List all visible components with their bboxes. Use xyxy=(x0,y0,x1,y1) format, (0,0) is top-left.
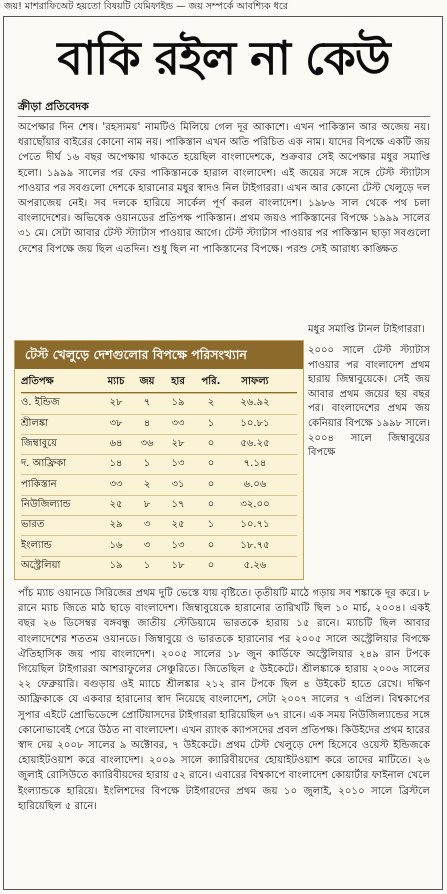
table-cell: ০ xyxy=(207,539,215,551)
table-cell: শ্রীলঙ্কা xyxy=(21,417,49,429)
table-cell: ২৫ xyxy=(109,498,123,510)
table-cell: ৪ xyxy=(143,417,151,429)
col-header-losses: হার xyxy=(171,376,185,388)
table-cell: ২৫ xyxy=(171,519,185,531)
body-paragraph-side: ২০০০ সালে টেস্ট স্ট্যাটাস পাওয়ার পর বাংলাদেশ প্রথম হারায় জিম্বাবুয়েকে। সেই জয় আবার প্রথম জয়ের ছয় বছর পর। বাংলাদেশের প্রথম জয় কেনিয়ার বিপক্ষে ১৯৯৮ সালে। ২০০৪ সালে জিম্বাবুয়ের বিপক্ষে xyxy=(308,345,430,459)
table-row xyxy=(21,556,297,576)
table-cell: ০ xyxy=(207,438,215,450)
table-row xyxy=(21,515,297,535)
table-cell: ভারত xyxy=(21,519,45,531)
table-cell: ১৬ xyxy=(109,539,123,551)
table-cell: ১ xyxy=(207,417,215,429)
byline-divider xyxy=(18,116,430,117)
stats-table-header-row xyxy=(21,373,297,393)
table-cell: ১৮ xyxy=(171,559,185,571)
byline: ক্রীড়া প্রতিবেদক xyxy=(18,100,89,113)
table-cell: ১ xyxy=(143,458,151,470)
table-row xyxy=(21,474,297,494)
body-paragraph-2: মধুর সমাপ্তি টানল টাইগাররা। xyxy=(308,324,425,335)
table-cell: জিম্বাবুয়ে xyxy=(21,438,58,450)
article-headline: বাকি রইল না কেউ xyxy=(57,31,390,85)
table-cell: ৩৩ xyxy=(109,478,123,490)
table-row xyxy=(21,535,297,555)
table-cell: পাকিস্তান xyxy=(21,478,57,490)
table-cell: ৫৬.২৫ xyxy=(240,438,270,450)
table-cell: ৩ xyxy=(143,539,151,551)
table-cell: ০ xyxy=(207,559,215,571)
table-cell: ২ xyxy=(143,478,151,490)
table-cell: ৩১ xyxy=(171,478,185,490)
table-cell: ৩৮ xyxy=(109,417,123,429)
table-cell: ৫.২৬ xyxy=(243,559,267,571)
table-cell: ৩২.০০ xyxy=(240,498,270,510)
table-cell: ২৮ xyxy=(109,397,123,409)
table-row xyxy=(21,414,297,434)
stats-table-grid xyxy=(15,369,303,576)
table-cell: ৬৪ xyxy=(109,438,123,450)
table-cell: ৩৩ xyxy=(171,417,185,429)
previous-article-text-strip: জয়! মাশরাফিঅেট হয়তো বিষয়টি যেমিফাইন্ড — জয় সম্পর্কে আবশ্যিক ধরে xyxy=(4,1,288,12)
table-cell: দ. আফ্রিকা xyxy=(21,458,67,470)
table-cell: ১০.৮১ xyxy=(240,417,270,429)
table-cell: ১ xyxy=(207,519,215,531)
col-header-no-result: পরি. xyxy=(201,376,221,388)
stats-table xyxy=(14,340,304,580)
table-cell: ১ xyxy=(143,559,151,571)
body-paragraph-1: অপেক্ষার দিন শেষ। 'রহস্যময়' নামটিও মিলিয়ে গেল দূর আকাশে। এখন পাকিস্তান আর অজেয় নয়। ধরাছোঁয়ার বাইরের কোনো নাম নয়। পাকিস্তান এখন অতি পরিচিত এক নাম। যাদের বিপক্ষে একটি জয় পেতে দীর্ঘ ১৬ বছর অপেক্ষায় থাকতে হয়েছিল বাংলাদেশকে, শুক্রবার সেই অপেক্ষার মধুর সমাপ্তি হলো। ১৯৯৯ সালের পর ফের পাকিস্তানকে হারাল বাংলাদেশ। এই জয়ের সঙ্গে সঙ্গে টেস্ট স্ট্যাটাস পাওয়ার পর সবগুলো দেশকে হারানোর মধুর স্বাদও নিল টাইগাররা। এখন আর কোনো টেস্ট খেলুড়ে দল অপরাজেয় নেই। সব দলকে হারিয়ে সার্কেল পূর্ণ করল বাংলাদেশ। ১৯৮৬ সাল থেকে পথ চলা বাংলাদেশের। অভিষেক ওয়ানডের প্রতিপক্ষ পাকিস্তান। প্রথম জয়ও পাকিস্তানের বিপক্ষে ১৯৯৯ সালের ৩১ মে। সেটা আবার টেস্ট স্ট্যাটাস পাওয়ার আগে। টেস্ট স্ট্যাটাস পাওয়ার পর পাকিস্তান ছাড়া সবগুলো দেশের বিপক্ষে জয় ছিল এতদিন। শুধু ছিল না পাকিস্তানের বিপক্ষে। পরশু সেই আরাধ্য কাঙ্ক্ষিত xyxy=(18,122,430,255)
table-cell: ১৪ xyxy=(109,458,123,470)
table-cell: ০ xyxy=(207,478,215,490)
table-cell: ৬.০৬ xyxy=(243,478,267,490)
table-cell: ৭.১৪ xyxy=(243,458,267,470)
col-header-matches: ম্যাচ xyxy=(107,376,125,388)
table-cell: ১৭ xyxy=(171,498,185,510)
table-row xyxy=(21,393,297,413)
table-row xyxy=(21,495,297,515)
table-cell: ১৯ xyxy=(109,559,123,571)
table-cell: ১৩ xyxy=(171,458,185,470)
table-cell: অস্ট্রেলিয়া xyxy=(21,559,61,571)
table-cell: ও. ইন্ডিজ xyxy=(21,397,60,409)
table-cell: ২৯ xyxy=(109,519,123,531)
table-cell: ১০.৭১ xyxy=(240,519,270,531)
table-cell: ২ xyxy=(207,397,215,409)
table-cell: ৩ xyxy=(143,519,151,531)
col-header-success-rate: সাফল্য xyxy=(241,376,269,388)
col-header-opponent: প্রতিপক্ষ xyxy=(21,376,54,388)
table-cell: ইংল্যান্ড xyxy=(21,539,52,551)
body-paragraph-3: পাঁচ ম্যাচ ওয়ানডে সিরিজের প্রথম দুটি ভেস্তে যায় বৃষ্টিতে। তৃতীয়টি মাঠে গড়ায় সব শঙ্কাকে দূর করে। ৮ রানে ম্যাচ জিতে মাঠ ছাড়ে বাংলাদেশ। জিম্বাবুয়েকে হারানোর তারিখটি ছিল ১০ মার্চ, ২০০৪। একই বছর ২৬ ডিসেম্বর বঙ্গবন্ধু জাতীয় স্টেডিয়ামে ভারতকে হারায় ১৫ রানে। ম্যাচটি ছিল আবার বাংলাদেশের শততম ওয়ানডে। জিম্বাবুয়ে ও ভারতকে হারানোর পর ২০০৫ সালে অস্ট্রেলিয়ার বিপক্ষে ঐতিহাসিক জয় পায় বাংলাদেশ। ২০০৫ সালের ১৮ জুন কার্ডিফে অস্ট্রেলিয়ার ২৪৯ রান টপকে গিয়েছিল টাইগাররা আশরাফুলের সেঞ্চুরিতে। জিতেছিল ৫ উইকেটে। শ্রীলঙ্কাকে হারায় ২০০৬ সালের ২২ ফেব্রুয়ারি। বগুড়ায় ওই ম্যাচে শ্রীলঙ্কার ২১২ রান টপকে ছিল ৪ উইকেট হাতে রেখে। দক্ষিণ আফ্রিকাকে যে একবার হারানোর স্বাদ নিয়েছে বাংলাদেশ, সেটা ২০০৭ সালের ৭ এপ্রিল। বিশ্বকাপের সুপার এইটে প্রোভিডেন্সে প্রোটিয়াসদের টাইগাররা হারিয়েছিল ৬৭ রানে। এক সময় নিউজিল্যান্ডের সঙ্গে কোনোভাবেই পেরে উঠত না বাংলাদেশ। এখন র‍্যাংক ক্যাপসদের প্রবল প্রতিপক্ষ। কিউইদের প্রথম হারের স্বাদ দেয় ২০০৮ সালের ৯ অক্টোবর, ৭ উইকেটে। প্রথম টেস্ট খেলুড়ে দেশ হিসেবে ওয়েস্ট ইন্ডিজকে হোয়াইটওয়াশ করে বাংলাদেশ। ২০০৯ সালে ক্যারিবীয়দের হোয়াইটওয়াশ করে তাদের মাটিতে। ২৬ জুলাই রোসিউতে ক্যারিবীয়দের হারায় ৫২ রানে। এবারের বিশ্বকাপে বাংলাদেশ কোয়ার্টার ফাইনাল খেলে ইংল্যান্ডকে হারিয়ে। ইংলিশদের বিপক্ষে টাইগারদের প্রথম জয় ১০ জুলাই, ২০১০ সালে ব্রিস্টলে হারিয়েছিল ৫ রানে। xyxy=(18,588,430,812)
table-cell: ০ xyxy=(207,458,215,470)
table-cell: ২৬.৯২ xyxy=(240,397,270,409)
table-cell: ৩৬ xyxy=(140,438,154,450)
table-cell: ১৩ xyxy=(171,539,185,551)
table-cell: ১৮.৭৫ xyxy=(240,539,270,551)
table-row xyxy=(21,434,297,454)
table-cell: ৭ xyxy=(143,397,151,409)
stats-table-title: টেস্ট খেলুড়ে দেশগুলোর বিপক্ষে পরিসংখ্যান xyxy=(15,341,303,369)
table-cell: ১৯ xyxy=(171,397,185,409)
table-row xyxy=(21,454,297,474)
table-cell: ২৮ xyxy=(171,438,185,450)
col-header-wins: জয় xyxy=(139,376,155,388)
table-cell: নিউজিল্যান্ড xyxy=(21,498,71,510)
table-cell: ৮ xyxy=(143,498,151,510)
table-cell: ০ xyxy=(207,498,215,510)
